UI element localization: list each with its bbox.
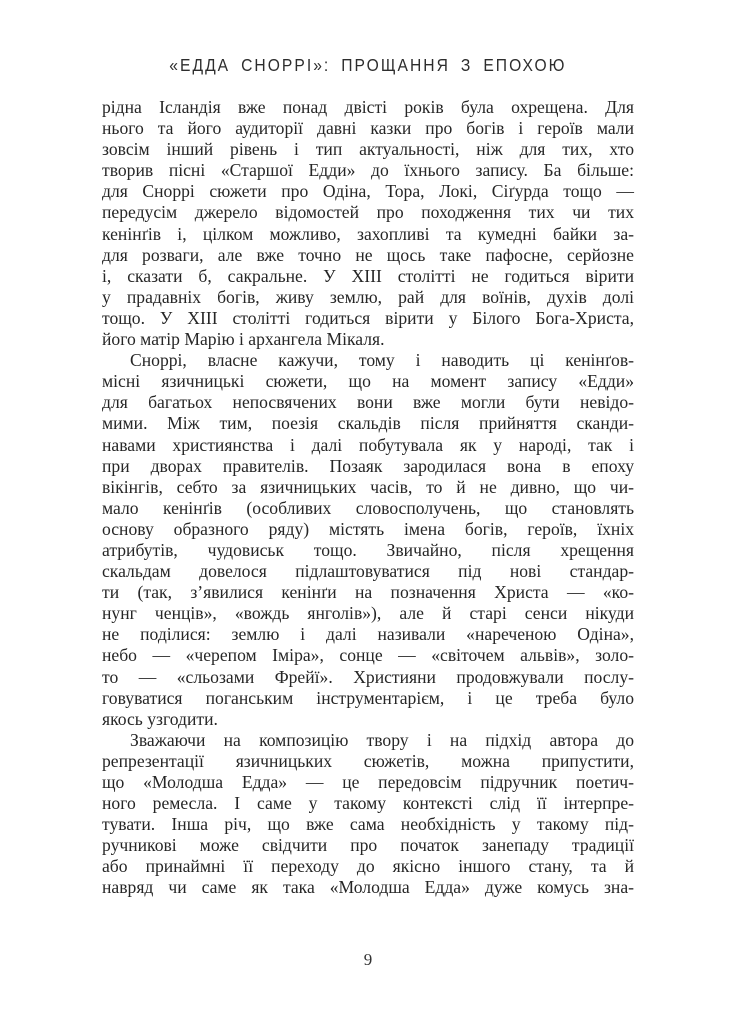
text-line: передусім джерело відомостей про походження тих чи тих — [102, 202, 634, 223]
text-line: місні язичницькі сюжети, що на момент запису «Едди» — [102, 371, 634, 392]
text-line: основу образного ряду) містять імена богів, героїв, їхніх — [102, 518, 634, 539]
text-line: при дворах правителів. Позаяк зародилася вона в епоху — [102, 455, 634, 476]
text-line: говуватися поганським інструментарієм, і це треба було — [102, 687, 634, 708]
text-line: зовсім інший рівень і тип актуальності, ніж для тих, хто — [102, 139, 634, 160]
text-line: для багатьох непосвячених вони вже могли бути невідо- — [102, 392, 634, 413]
text-line: ти (так, з’явилися кенінґи на позначення Христа — «ко- — [102, 582, 634, 603]
paragraph — [102, 730, 634, 899]
text-line: його матір Марію і архангела Мікаля. — [102, 329, 385, 350]
text-line: не поділися: землю і далі називали «нареченою Одіна», — [102, 624, 634, 645]
running-head — [0, 56, 736, 76]
text-line: нього та його аудиторії давні казки про богів і героїв мали — [102, 118, 634, 139]
text-line: якось узгодити. — [102, 708, 218, 729]
page-body — [102, 97, 634, 899]
paragraph — [102, 97, 634, 350]
text-line: то — «сльозами Фрейї». Християни продовжували послу- — [102, 666, 634, 687]
text-line: мало кенінґів (особливих словосполучень, що становлять — [102, 497, 634, 518]
text-line: і, сказати б, сакральне. У XIII столітті не годиться вірити — [102, 265, 634, 286]
text-line: репрезентації язичницьких сюжетів, можна припустити, — [102, 750, 634, 771]
page-number: 9 — [363, 950, 373, 969]
text-line: що «Молодша Едда» — це передовсім підручник поетич- — [102, 772, 634, 792]
text-line: скальдам довелося підлаштовуватися під нові стандар- — [102, 561, 634, 582]
running-head-text: «ЕДДА СНОРРІ»: ПРОЩАННЯ З ЕПОХОЮ — [169, 55, 567, 76]
text-line: для розваги, але вже точно не щось таке пафосне, серйозне — [102, 244, 634, 265]
text-line: ручникові може свідчити про початок занепаду традиції — [102, 835, 634, 856]
text-line: навами християнства і далі побутувала як у народі, так і — [102, 434, 634, 455]
text-line: нунг ченців», «вождь янголів»), але й старі сенси нікуди — [102, 603, 634, 624]
text-line: атрибутів, чудовиськ тощо. Звичайно, після хрещення — [102, 539, 634, 560]
text-line: для Сноррі сюжети про Одіна, Тора, Локі, Сіґурда тощо — — [102, 181, 634, 202]
text-line: вікінгів, себто за язичницьких часів, то й не дивно, що чи- — [102, 476, 634, 497]
text-line: або принаймні її переходу до якісно іншого стану, та й — [102, 856, 634, 877]
text-line: тощо. У XIII столітті годиться вірити у Білого Бога-Христа, — [102, 307, 634, 328]
text-line: Сноррі, власне кажучи, тому і наводить ці кенінґов- — [130, 350, 634, 371]
text-line: небо — «черепом Іміра», сонце — «світочем альвів», золо- — [102, 645, 634, 666]
text-line: рідна Ісландія вже понад двісті років була охрещена. Для — [102, 97, 634, 117]
text-line: навряд чи саме як така «Молодша Едда» дуже комусь зна- — [102, 877, 634, 898]
text-line: творив пісні «Старшої Едди» до їхнього запису. Ба більше: — [102, 160, 634, 181]
text-line: кенінґів і, цілком можливо, захопливі та кумедні байки за- — [102, 223, 634, 244]
text-line: ного ремесла. І саме у такому контексті слід її інтерпре- — [102, 793, 634, 814]
text-line: мими. Між тим, поезія скальдів після прийняття сканди- — [102, 413, 634, 434]
text-line: тувати. Інша річ, що вже сама необхідність у такому під- — [102, 814, 634, 835]
paragraph — [102, 350, 634, 730]
text-line: у прадавніх богів, живу землю, рай для воїнів, духів долі — [102, 286, 634, 307]
text-line: Зважаючи на композицію твору і на підхід автора до — [130, 729, 634, 750]
